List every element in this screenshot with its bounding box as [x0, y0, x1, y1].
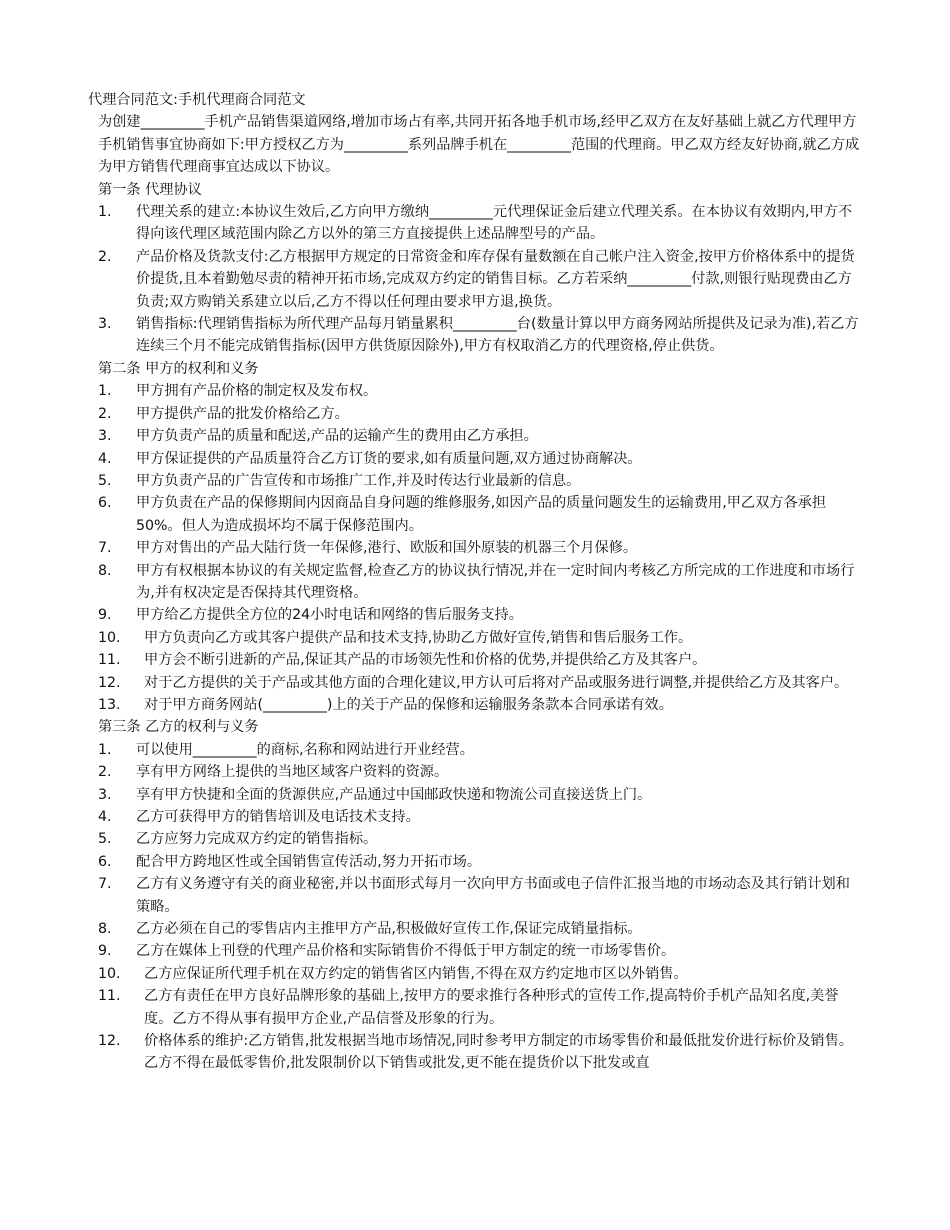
clause-number: 1.	[98, 383, 112, 400]
document-title: 代理合同范文:手机代理商合同范文	[88, 92, 306, 108]
clause-text: 可以使用_________的商标,名称和网站进行开业经营。	[136, 741, 474, 758]
clause-number: 6.	[98, 495, 112, 512]
clause-number: 2.	[98, 405, 112, 422]
clause-number: 10.	[98, 965, 121, 982]
clause-number: 3.	[98, 786, 112, 803]
clause-item	[88, 470, 863, 492]
clause-number: 3.	[98, 428, 112, 445]
clause-number: 11.	[98, 652, 121, 669]
clause-item	[88, 537, 863, 559]
clause-item	[88, 201, 863, 246]
clause-text: 甲方提供产品的批发价格给乙方。	[136, 405, 349, 422]
clause-text: 甲方给乙方提供全方位的24小时电话和网络的售后服务支持。	[136, 607, 523, 624]
clause-number: 12.	[98, 1033, 121, 1050]
clause-text: 乙方有义务遵守有关的商业秘密,并以书面形式每月一次向甲方书面或电子信件汇报当地的市场动态及其行销计划和策略。	[136, 876, 850, 915]
clause-number: 5.	[98, 472, 112, 489]
clause-number: 9.	[98, 607, 112, 624]
clause-item	[88, 940, 863, 962]
clause-number: 1.	[98, 204, 112, 221]
clause-item	[88, 246, 863, 313]
clause-text: 对于甲方商务网站(_________)上的关于产品的保修和运输服务条款本合同承诺有效。	[144, 696, 673, 713]
clause-text: 乙方可获得甲方的销售培训及电话技术支持。	[136, 809, 420, 825]
clause-text: 乙方在媒体上刊登的代理产品价格和实际销售价不得低于甲方制定的统一市场零售价。	[136, 943, 676, 960]
clause-text: 甲方负责向乙方或其客户提供产品和技术支持,协助乙方做好宣传,销售和售后服务工作。	[144, 629, 693, 646]
clause-text: 享有甲方快捷和全面的货源供应,产品通过中国邮政快递和物流公司直接送货上门。	[136, 786, 652, 803]
clause-item	[88, 425, 863, 447]
clause-item	[88, 604, 863, 626]
clause-item	[88, 806, 863, 828]
clause-text: 享有甲方网络上提供的当地区域客户资料的资源。	[136, 764, 449, 781]
clause-item	[88, 828, 863, 850]
clause-number: 12.	[98, 674, 121, 691]
clause-number: 7.	[98, 876, 112, 893]
clause-text: 甲方负责在产品的保修期间内因商品自身问题的维修服务,如因产品的质量问题发生的运输费用,甲乙双方各承担50%。但人为造成损坏均不属于保修范围内。	[136, 495, 827, 534]
clause-item	[88, 313, 863, 358]
clause-list	[88, 201, 863, 358]
clause-item	[88, 873, 863, 918]
clause-item	[88, 627, 863, 649]
clause-item	[88, 739, 863, 761]
clause-text: 乙方有责任在甲方良好品牌形象的基础上,按甲方的要求推行各种形式的宣传工作,提高特价手机产品知名度,美誉度。乙方不得从事有损甲方企业,产品信誉及形象的行为。	[144, 988, 839, 1027]
clause-item	[88, 761, 863, 783]
section-heading: 第三条 乙方的权利与义务	[98, 719, 259, 736]
clause-text: 销售指标:代理销售指标为所代理产品每月销量累积_________台(数量计算以甲方商务网站所提供及记录为准),若乙方连续三个月不能完成销售指标(因甲方供货原因除外),甲方有权取消乙方的代理资格,停止供货。	[136, 316, 859, 355]
clause-item	[88, 918, 863, 940]
clause-text: 甲方负责产品的质量和配送,产品的运输产生的费用由乙方承担。	[136, 428, 538, 445]
clause-text: 甲方有权根据本协议的有关规定监督,检查乙方的协议执行情况,并在一定时间内考核乙方所完成的工作进度和市场行为,并有权决定是否保持其代理资格。	[136, 562, 855, 601]
clause-item	[88, 784, 863, 806]
intro-paragraph: 为创建_________手机产品销售渠道网络,增加市场占有率,共同开拓各地手机市场,经甲乙双方在友好基础上就乙方代理甲方手机销售事宜协商如下:甲方授权乙方为_________系列品牌手机在_________范围的代理商。甲乙双方经友好协商,就乙方成为甲方销售代理商事宜达成以下协议。	[98, 114, 860, 176]
clause-text: 乙方应保证所代理手机在双方约定的销售省区内销售,不得在双方约定地市区以外销售。	[144, 965, 688, 982]
clause-number: 6.	[98, 853, 112, 870]
clause-number: 4.	[98, 450, 112, 467]
document-body	[88, 89, 863, 1075]
clause-number: 2.	[98, 248, 112, 265]
sections-container	[88, 179, 863, 1075]
clause-number: 8.	[98, 921, 112, 938]
clause-number: 11.	[98, 988, 121, 1005]
clause-number: 2.	[98, 764, 112, 781]
clause-item	[88, 694, 863, 716]
clause-text: 乙方必须在自己的零售店内主推甲方产品,积极做好宣传工作,保证完成销量指标。	[136, 921, 642, 938]
clause-number: 8.	[98, 562, 112, 579]
clause-item	[88, 1030, 863, 1075]
clause-text: 对于乙方提供的关于产品或其他方面的合理化建议,甲方认可后将对产品或服务进行调整,并提供给乙方及其客户。	[144, 674, 849, 691]
clause-text: 甲方保证提供的产品质量符合乙方订货的要求,如有质量问题,双方通过协商解决。	[136, 450, 642, 467]
clause-text: 乙方应努力完成双方约定的销售指标。	[136, 831, 378, 848]
clause-item	[88, 380, 863, 402]
clause-text: 产品价格及货款支付:乙方根据甲方规定的日常资金和库存保有量数额在自己帐户注入资金,按甲方价格体系中的提货价提货,且本着勤勉尽责的精神开拓市场,完成双方约定的销售目标。乙方若采纳_________付款,则银行贴现费由乙方负责;双方购销关系建立以后,乙方不得以任何理由要求甲方退,换货。	[136, 248, 855, 310]
clause-number: 13.	[98, 696, 121, 713]
section-heading: 第二条 甲方的权利和义务	[98, 360, 259, 377]
clause-item	[88, 985, 863, 1030]
clause-number: 3.	[98, 316, 112, 333]
clause-text: 甲方对售出的产品大陆行货一年保修,港行、欧版和国外原装的机器三个月保修。	[136, 540, 638, 557]
clause-number: 5.	[98, 831, 112, 848]
clause-item	[88, 492, 863, 537]
clause-item	[88, 560, 863, 605]
clause-list	[88, 739, 863, 1075]
clause-item	[88, 672, 863, 694]
clause-item	[88, 649, 863, 671]
clause-text: 甲方会不断引进新的产品,保证其产品的市场领先性和价格的优势,并提供给乙方及其客户。	[144, 652, 707, 669]
clause-number: 7.	[98, 540, 112, 557]
clause-item	[88, 448, 863, 470]
clause-text: 甲方拥有产品价格的制定权及发布权。	[136, 383, 378, 400]
clause-text: 价格体系的维护:乙方销售,批发根据当地市场情况,同时参考甲方制定的市场零售价和最低批发价进行标价及销售。乙方不得在最低零售价,批发限制价以下销售或批发,更不能在提货价以下批发或直	[144, 1033, 853, 1072]
clause-item	[88, 403, 863, 425]
clause-list	[88, 380, 863, 716]
clause-number: 4.	[98, 809, 112, 825]
clause-text: 配合甲方跨地区性或全国销售宣传活动,努力开拓市场。	[136, 853, 482, 870]
clause-number: 9.	[98, 943, 112, 960]
clause-item	[88, 851, 863, 873]
clause-number: 10.	[98, 629, 121, 646]
clause-item	[88, 963, 863, 985]
clause-number: 1.	[98, 741, 112, 758]
clause-text: 代理关系的建立:本协议生效后,乙方向甲方缴纳_________元代理保证金后建立代理关系。在本协议有效期内,甲方不得向该代理区域范围内除乙方以外的第三方直接提供上述品牌型号的产品。	[136, 204, 853, 243]
clause-text: 甲方负责产品的广告宣传和市场推广工作,并及时传达行业最新的信息。	[136, 472, 581, 489]
section-heading: 第一条 代理协议	[98, 181, 202, 198]
